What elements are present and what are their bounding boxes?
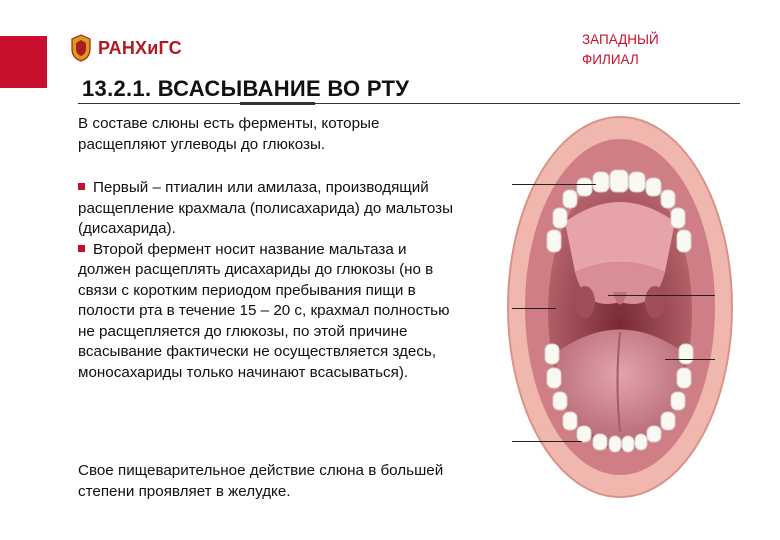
- leader-line-5: [512, 441, 582, 442]
- leader-line-4: [665, 359, 715, 360]
- bullet-icon: [78, 183, 85, 190]
- hard-palate: [565, 202, 675, 272]
- bullet-text: Второй фермент носит название мальтаза и должен расщеплять дисахариды до глюкозы (но в связи с коротким периодом пребывания пищи в полости рта в течение 15 – 20 с, крахмал полностью не расщепляется до глюкозы, по этой причине всасывание фактически не осуществляется здесь, моносахариды только начинают всасываться).: [78, 240, 450, 381]
- leader-line-1: [512, 184, 596, 185]
- logo-text: РАНХиГС: [98, 37, 182, 58]
- mouth-illustration: [505, 112, 735, 502]
- bullet-icon: [78, 245, 85, 252]
- page-title: 13.2.1. ВСАСЫВАНИЕ ВО РТУ: [82, 76, 410, 101]
- leader-line-3: [512, 308, 556, 309]
- tonsil-right: [645, 286, 665, 318]
- branch-label: [582, 30, 659, 70]
- list-item: [78, 240, 458, 384]
- bullet-list: [78, 178, 458, 383]
- tonsil-left: [575, 286, 595, 318]
- bullet-text: Первый – птиалин или амилаза, производящий расщепление крахмала (полисахарида) до мальтозы (дисахарида).: [78, 179, 453, 237]
- leader-line-2: [608, 295, 715, 296]
- title-divider-accent: [240, 102, 315, 105]
- accent-block: [0, 36, 47, 88]
- list-item: [78, 178, 458, 240]
- emblem-icon: [70, 34, 92, 62]
- intro-paragraph: В составе слюны есть ферменты, которые расщепляют углеводы до глюкозы.: [78, 115, 380, 153]
- ranepa-logo: [70, 34, 182, 62]
- branch-line-2: ФИЛИАЛ: [582, 52, 639, 67]
- branch-line-1: ЗАПАДНЫЙ: [582, 32, 659, 47]
- title-divider: [78, 103, 740, 104]
- outro-paragraph: Свое пищеварительное действие слюна в большей степени проявляет в желудке.: [78, 462, 444, 500]
